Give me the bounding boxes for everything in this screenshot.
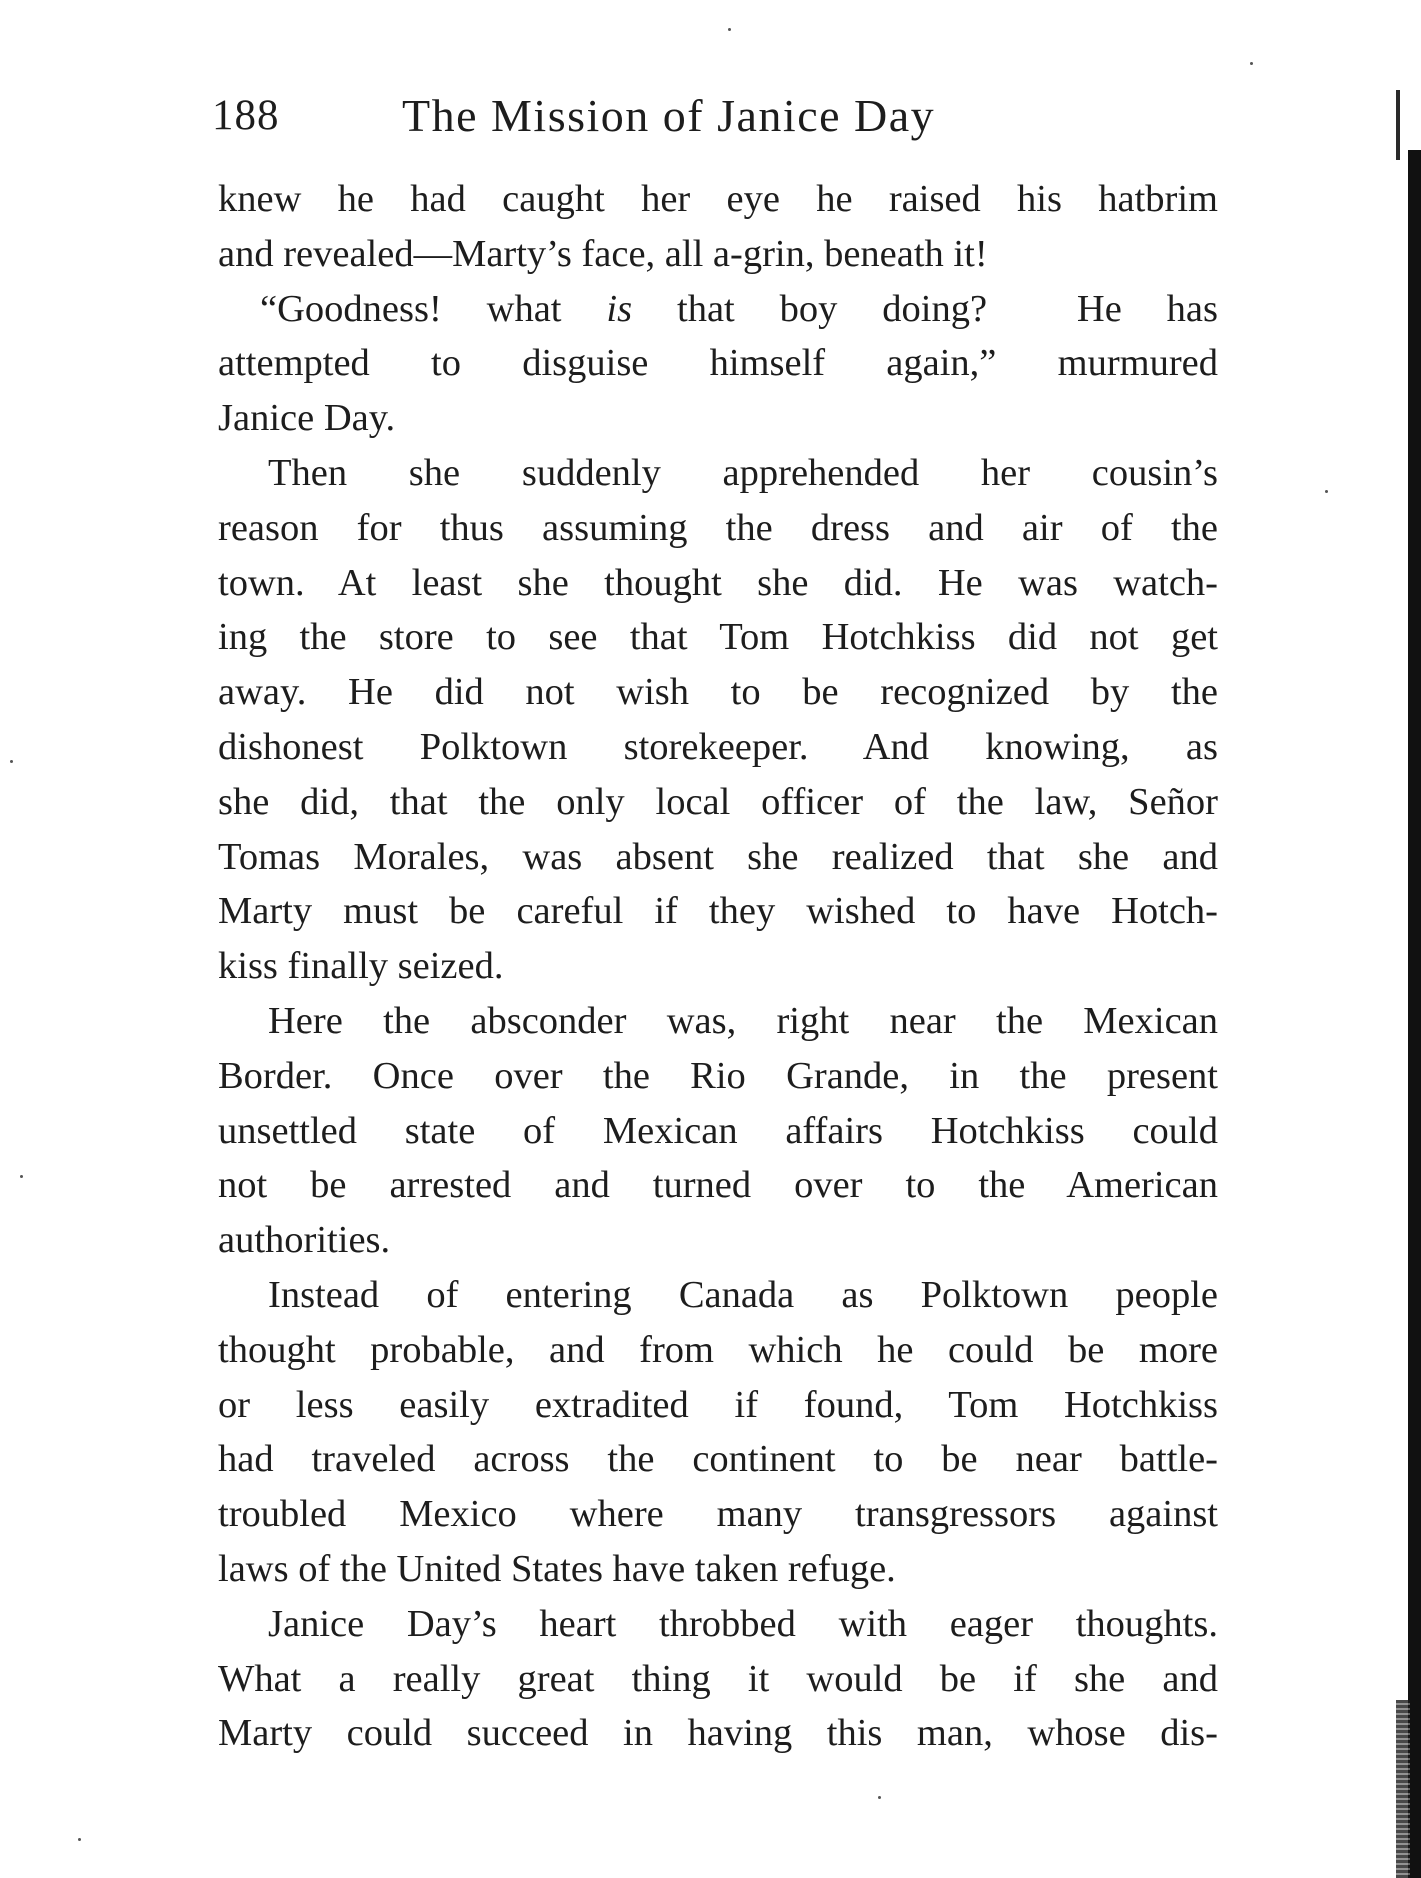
text-line: Marty must be careful if they wished to have Hotch- — [218, 890, 1218, 933]
text-line: and revealed—Marty’s face, all a-grin, beneath it! — [218, 232, 988, 275]
text-line: away. He did not wish to be recognized by the — [218, 671, 1218, 714]
text-line: unsettled state of Mexican affairs Hotchkiss could — [218, 1109, 1218, 1152]
page-edge-fray — [1396, 1700, 1410, 1878]
text-line: What a really great thing it would be if she and — [218, 1657, 1218, 1700]
emphasis: is — [606, 287, 633, 330]
text-line: kiss finally seized. — [218, 945, 504, 988]
text-line: Here the absconder was, right near the Mexican — [268, 999, 1218, 1042]
text-line: troubled Mexico where many transgressors against — [218, 1493, 1218, 1536]
scan-speck — [10, 760, 13, 763]
text-line: not be arrested and turned over to the American — [218, 1164, 1218, 1207]
text-line: Tomas Morales, was absent she realized that she and — [218, 835, 1218, 878]
text-line: “Goodness! what is that boy doing? He has — [260, 287, 1219, 330]
text-line: Instead of entering Canada as Polktown people — [268, 1273, 1218, 1316]
text-line: thought probable, and from which he could be more — [218, 1328, 1218, 1371]
body-text — [218, 172, 1218, 1761]
scan-speck — [878, 1796, 881, 1799]
text-line: attempted to disguise himself again,” murmured — [218, 342, 1218, 385]
text-line: Marty could succeed in having this man, whose dis- — [218, 1712, 1218, 1755]
text-line: knew he had caught her eye he raised his hatbrim — [218, 178, 1218, 220]
scan-speck — [78, 1838, 81, 1841]
page-header — [212, 88, 1032, 148]
scan-speck — [1250, 62, 1253, 65]
text-line: Janice Day’s heart throbbed with eager thoughts. — [268, 1602, 1218, 1645]
text-line: Then she suddenly apprehended her cousin’s — [268, 451, 1218, 494]
scan-speck — [1325, 490, 1328, 493]
scan-speck — [728, 28, 731, 31]
text-line: town. At least she thought she did. He was watch- — [218, 561, 1218, 604]
text-line: Border. Once over the Rio Grande, in the present — [218, 1054, 1218, 1097]
page-number: 188 — [212, 92, 280, 139]
page-edge-shadow — [1396, 90, 1400, 160]
text-line: or less easily extradited if found, Tom Hotchkiss — [218, 1383, 1218, 1426]
page-edge-binding — [1408, 150, 1421, 1878]
text-line: she did, that the only local officer of the law, Señor — [218, 780, 1218, 823]
text-line: laws of the United States have taken refuge. — [218, 1547, 896, 1590]
text-line: had traveled across the continent to be near battle- — [218, 1438, 1218, 1481]
running-title: The Mission of Janice Day — [402, 90, 936, 141]
scan-speck — [20, 1175, 23, 1178]
text-line: authorities. — [218, 1219, 391, 1262]
text-line: reason for thus assuming the dress and air of the — [218, 506, 1218, 549]
text-line: dishonest Polktown storekeeper. And knowing, as — [218, 725, 1218, 768]
text-line: Janice Day. — [218, 397, 396, 440]
text-line: ing the store to see that Tom Hotchkiss did not get — [218, 616, 1218, 659]
